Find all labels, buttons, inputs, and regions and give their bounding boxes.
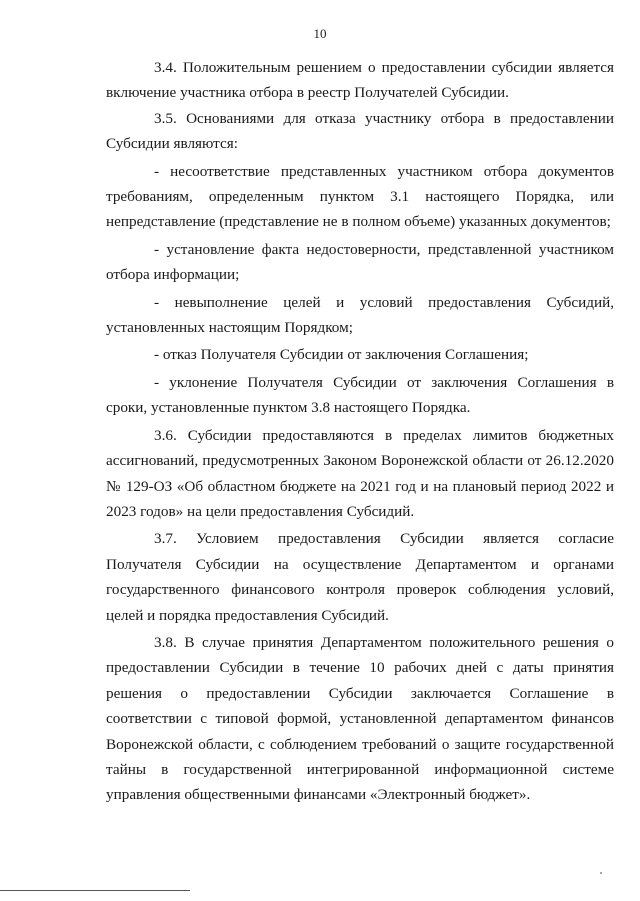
paragraph-3-4: 3.4. Положительным решением о предоставлении субсидии является включение участника отбора в реестр Получателей Субсидии. xyxy=(106,59,614,102)
paragraph-3-7: 3.7. Условием предоставления Субсидии является согласие Получателя Субсидии на осуществление Департаментом и органами государственного финансового контроля проверок соблюдения условий, целей и порядка предоставления Субсидий. xyxy=(106,530,614,624)
list-item-nonfulfillment: - невыполнение целей и условий предоставления Субсидий, установленных настоящим Порядком; xyxy=(106,293,614,337)
footer-rule xyxy=(0,890,190,891)
list-item-refusal: - отказ Получателя Субсидии от заключения Соглашения; xyxy=(154,346,529,364)
paragraph-3-5: 3.5. Основаниями для отказа участнику отбора в предоставлении Субсидии являются: xyxy=(106,109,614,153)
list-item-evasion: - уклонение Получателя Субсидии от заключения Соглашения в сроки, установленные пунктом 3.8 настоящего Порядка. xyxy=(106,373,614,417)
page-number: 10 xyxy=(313,26,327,41)
list-item-inaccuracy: - установление факта недостоверности, представленной участником отбора информации; xyxy=(106,240,614,284)
list-item-noncompliance: - несоответствие представленных участником отбора документов требованиям, определенным пунктом 3.1 настоящего Порядка, или непредставление (представление не в полном объеме) указанных документов; xyxy=(106,162,614,231)
paragraph-3-6: 3.6. Субсидии предоставляются в пределах лимитов бюджетных ассигнований, предусмотренных Законом Воронежской области от 26.12.2020 № 129-ОЗ «Об областном бюджете на 2021 год и на плановый период 2022 и 2023 годов» на цели предоставления Субсидий. xyxy=(106,426,614,520)
document-body xyxy=(106,55,614,808)
scan-speck xyxy=(600,872,602,874)
paragraph-3-8: 3.8. В случае принятия Департаментом положительного решения о предоставлении Субсидии в течение 10 рабочих дней с даты принятия решения о предоставлении Субсидии заключается Соглашение в соответствии с типовой формой, установленной департаментом финансов Воронежской области, с соблюдением требований о защите государственной тайны в государственной интегрированной информационной системе управления общественными финансами «Электронный бюджет». xyxy=(106,633,614,804)
